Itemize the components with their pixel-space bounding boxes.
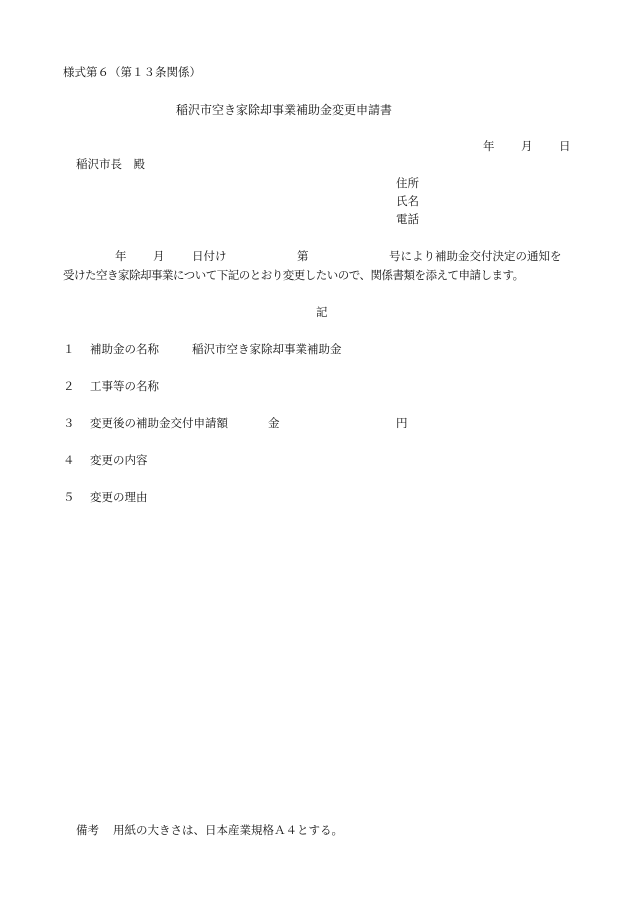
form-label: 様式第６（第１３条関係） [63,65,201,79]
item-label: 補助金の名称 [90,342,159,356]
addressee: 稲沢市長 殿 [76,157,145,171]
item-label: 変更の内容 [90,453,148,467]
amount-prefix: 金 [268,416,280,430]
body-dated: 日付け [192,249,227,263]
body-number-suffix: 号により補助金交付決定の通知を [389,249,562,263]
date-month: 月 [521,139,533,153]
amount-suffix: 円 [396,416,408,430]
item-label: 変更後の補助金交付申請額 [90,416,228,430]
applicant-name-label: 氏名 [396,194,419,208]
date-year: 年 [483,139,495,153]
item-number: ４ [63,453,75,467]
item-value: 稲沢市空き家除却事業補助金 [192,342,342,356]
footnote-label: 備考 [76,823,99,837]
body-number-prefix: 第 [297,249,309,263]
applicant-address-label: 住所 [396,176,419,190]
applicant-phone-label: 電話 [396,212,419,226]
body-month: 月 [153,249,165,263]
item-number: ３ [63,416,75,430]
date-day: 日 [559,139,571,153]
body-year: 年 [115,249,127,263]
body-line-2: 受けた空き家除却事業について下記のとおり変更したいので、関係書類を添えて申請します。 [63,268,524,282]
item-number: １ [63,342,75,356]
item-label: 工事等の名称 [90,379,159,393]
ki-label: 記 [316,305,328,319]
footnote-text: 用紙の大きさは、日本産業規格Ａ４とする。 [113,823,343,837]
item-number: ５ [63,490,75,504]
item-label: 変更の理由 [90,490,148,504]
item-number: ２ [63,379,75,393]
document-title: 稲沢市空き家除却事業補助金変更申請書 [176,103,393,117]
